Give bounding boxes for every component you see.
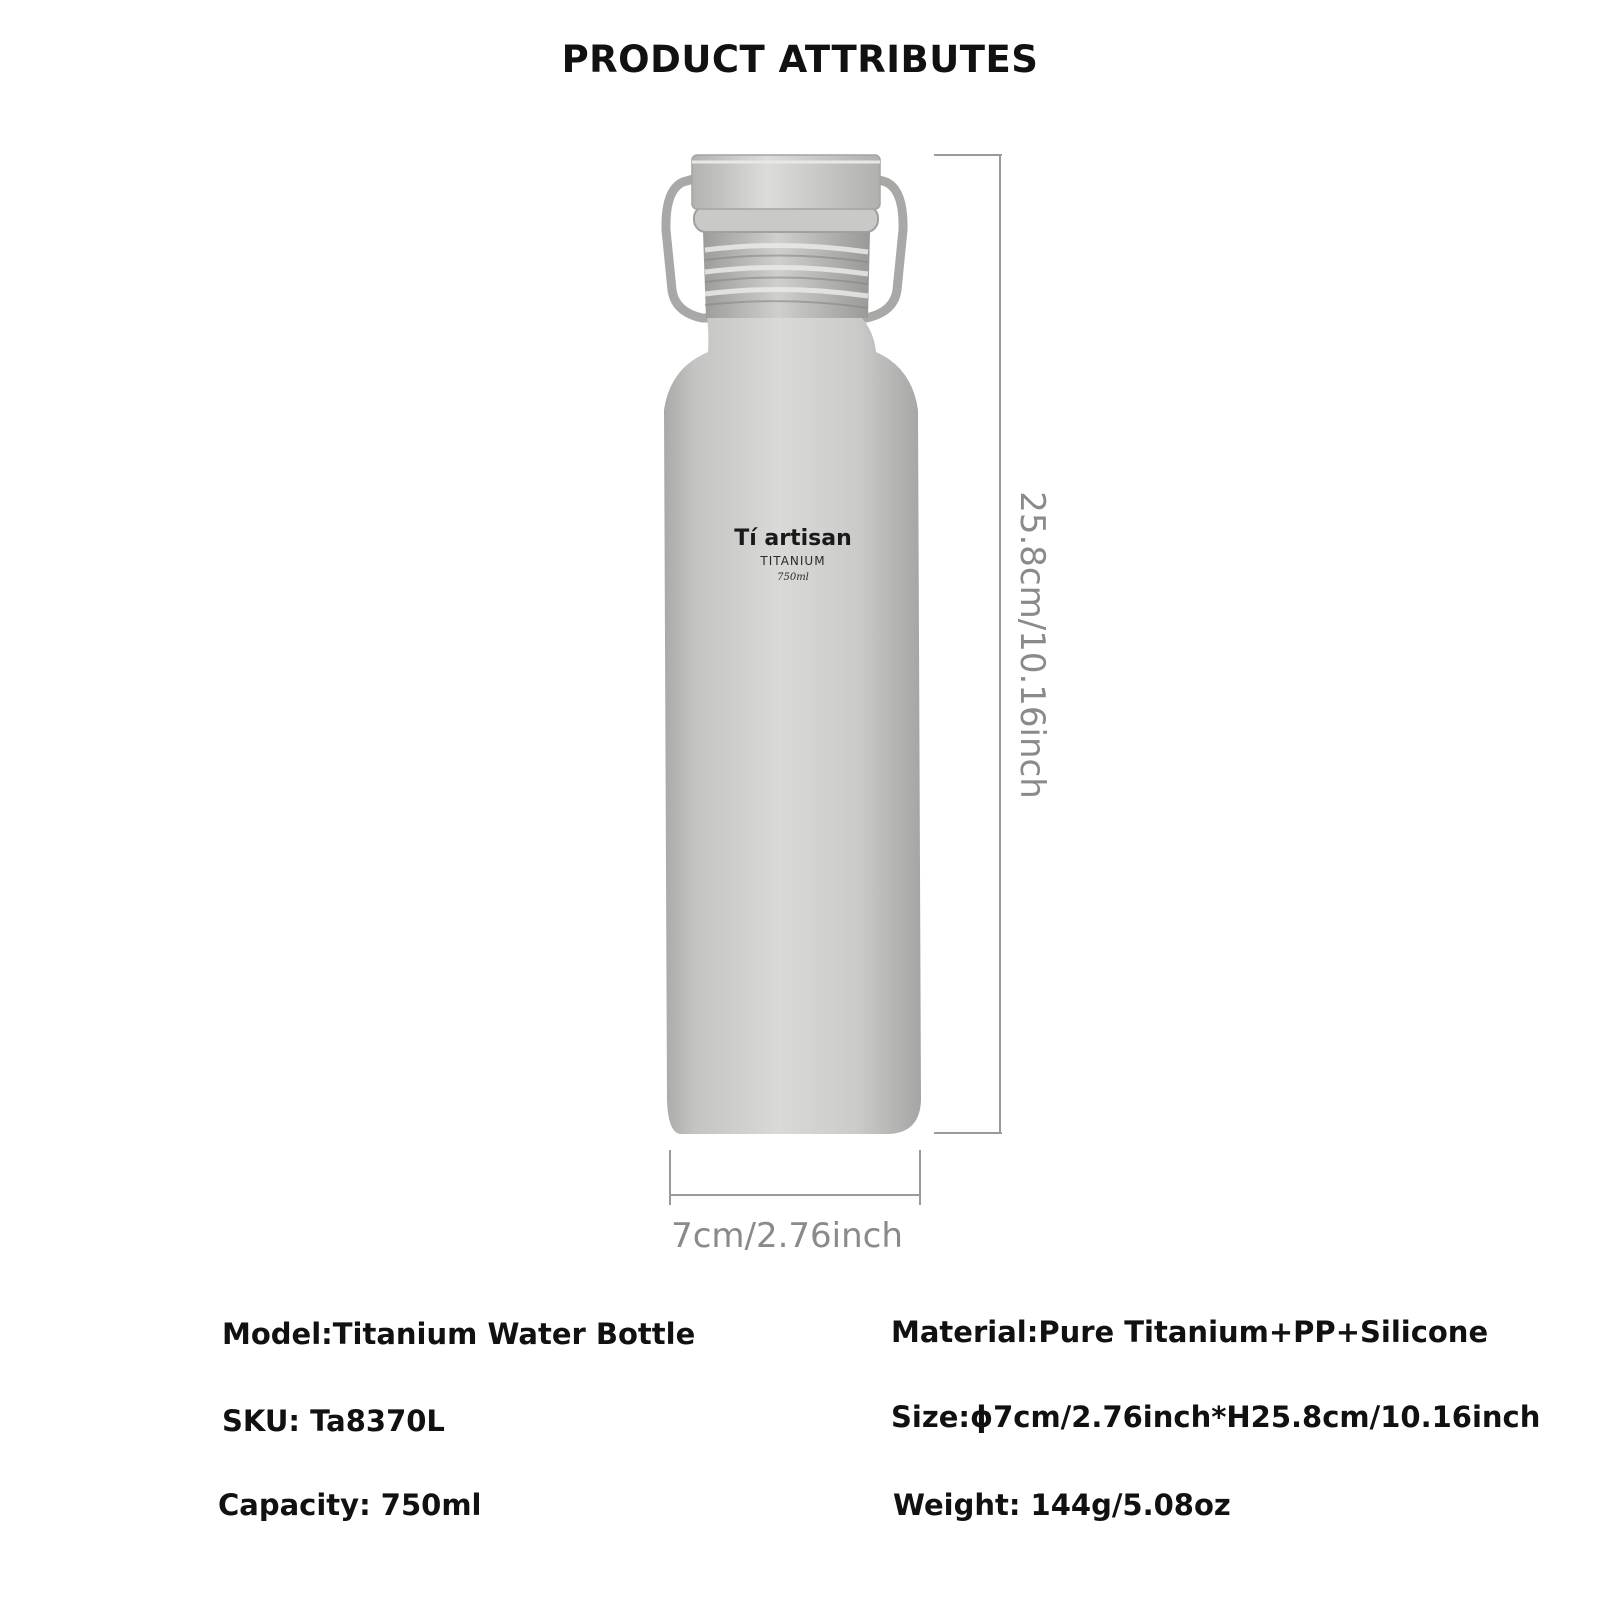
height-dimension-label: 25.8cm/10.16inch bbox=[1012, 491, 1052, 799]
attribute-model bbox=[222, 1317, 695, 1351]
attribute-model-value: Titanium Water Bottle bbox=[332, 1317, 696, 1351]
height-dimension-line bbox=[934, 155, 1002, 1133]
attribute-sku bbox=[222, 1404, 445, 1438]
bottle-body bbox=[664, 318, 921, 1134]
bottle-logo-capacity: 750ml bbox=[777, 572, 809, 583]
attribute-sku-key: SKU: bbox=[222, 1404, 311, 1438]
width-dimension-line bbox=[670, 1150, 920, 1205]
attribute-material-key: Material: bbox=[891, 1315, 1039, 1349]
attribute-sku-value: Ta8370L bbox=[310, 1404, 445, 1438]
page-title: PRODUCT ATTRIBUTES bbox=[561, 38, 1039, 81]
cap-ring bbox=[694, 206, 878, 232]
attribute-capacity-key: Capacity: bbox=[218, 1488, 381, 1522]
attribute-capacity bbox=[218, 1488, 481, 1522]
attribute-size-key: Size: bbox=[891, 1400, 970, 1434]
attribute-model-key: Model: bbox=[222, 1317, 333, 1351]
attribute-size-value: ϕ7cm/2.76inch*H25.8cm/10.16inch bbox=[969, 1400, 1541, 1434]
attribute-size bbox=[891, 1400, 1540, 1434]
attribute-material bbox=[891, 1315, 1488, 1349]
width-dimension-label: 7cm/2.76inch bbox=[671, 1216, 903, 1256]
bottle-logo-subtext: TITANIUM bbox=[760, 554, 826, 568]
attribute-material-value: Pure Titanium+PP+Silicone bbox=[1038, 1315, 1489, 1349]
attribute-capacity-value: 750ml bbox=[380, 1488, 482, 1522]
attribute-weight bbox=[893, 1488, 1231, 1522]
attribute-weight-key: Weight: bbox=[893, 1488, 1031, 1522]
bottle-logo-text: Tí artisan bbox=[734, 526, 852, 551]
attribute-weight-value: 144g/5.08oz bbox=[1030, 1488, 1231, 1522]
